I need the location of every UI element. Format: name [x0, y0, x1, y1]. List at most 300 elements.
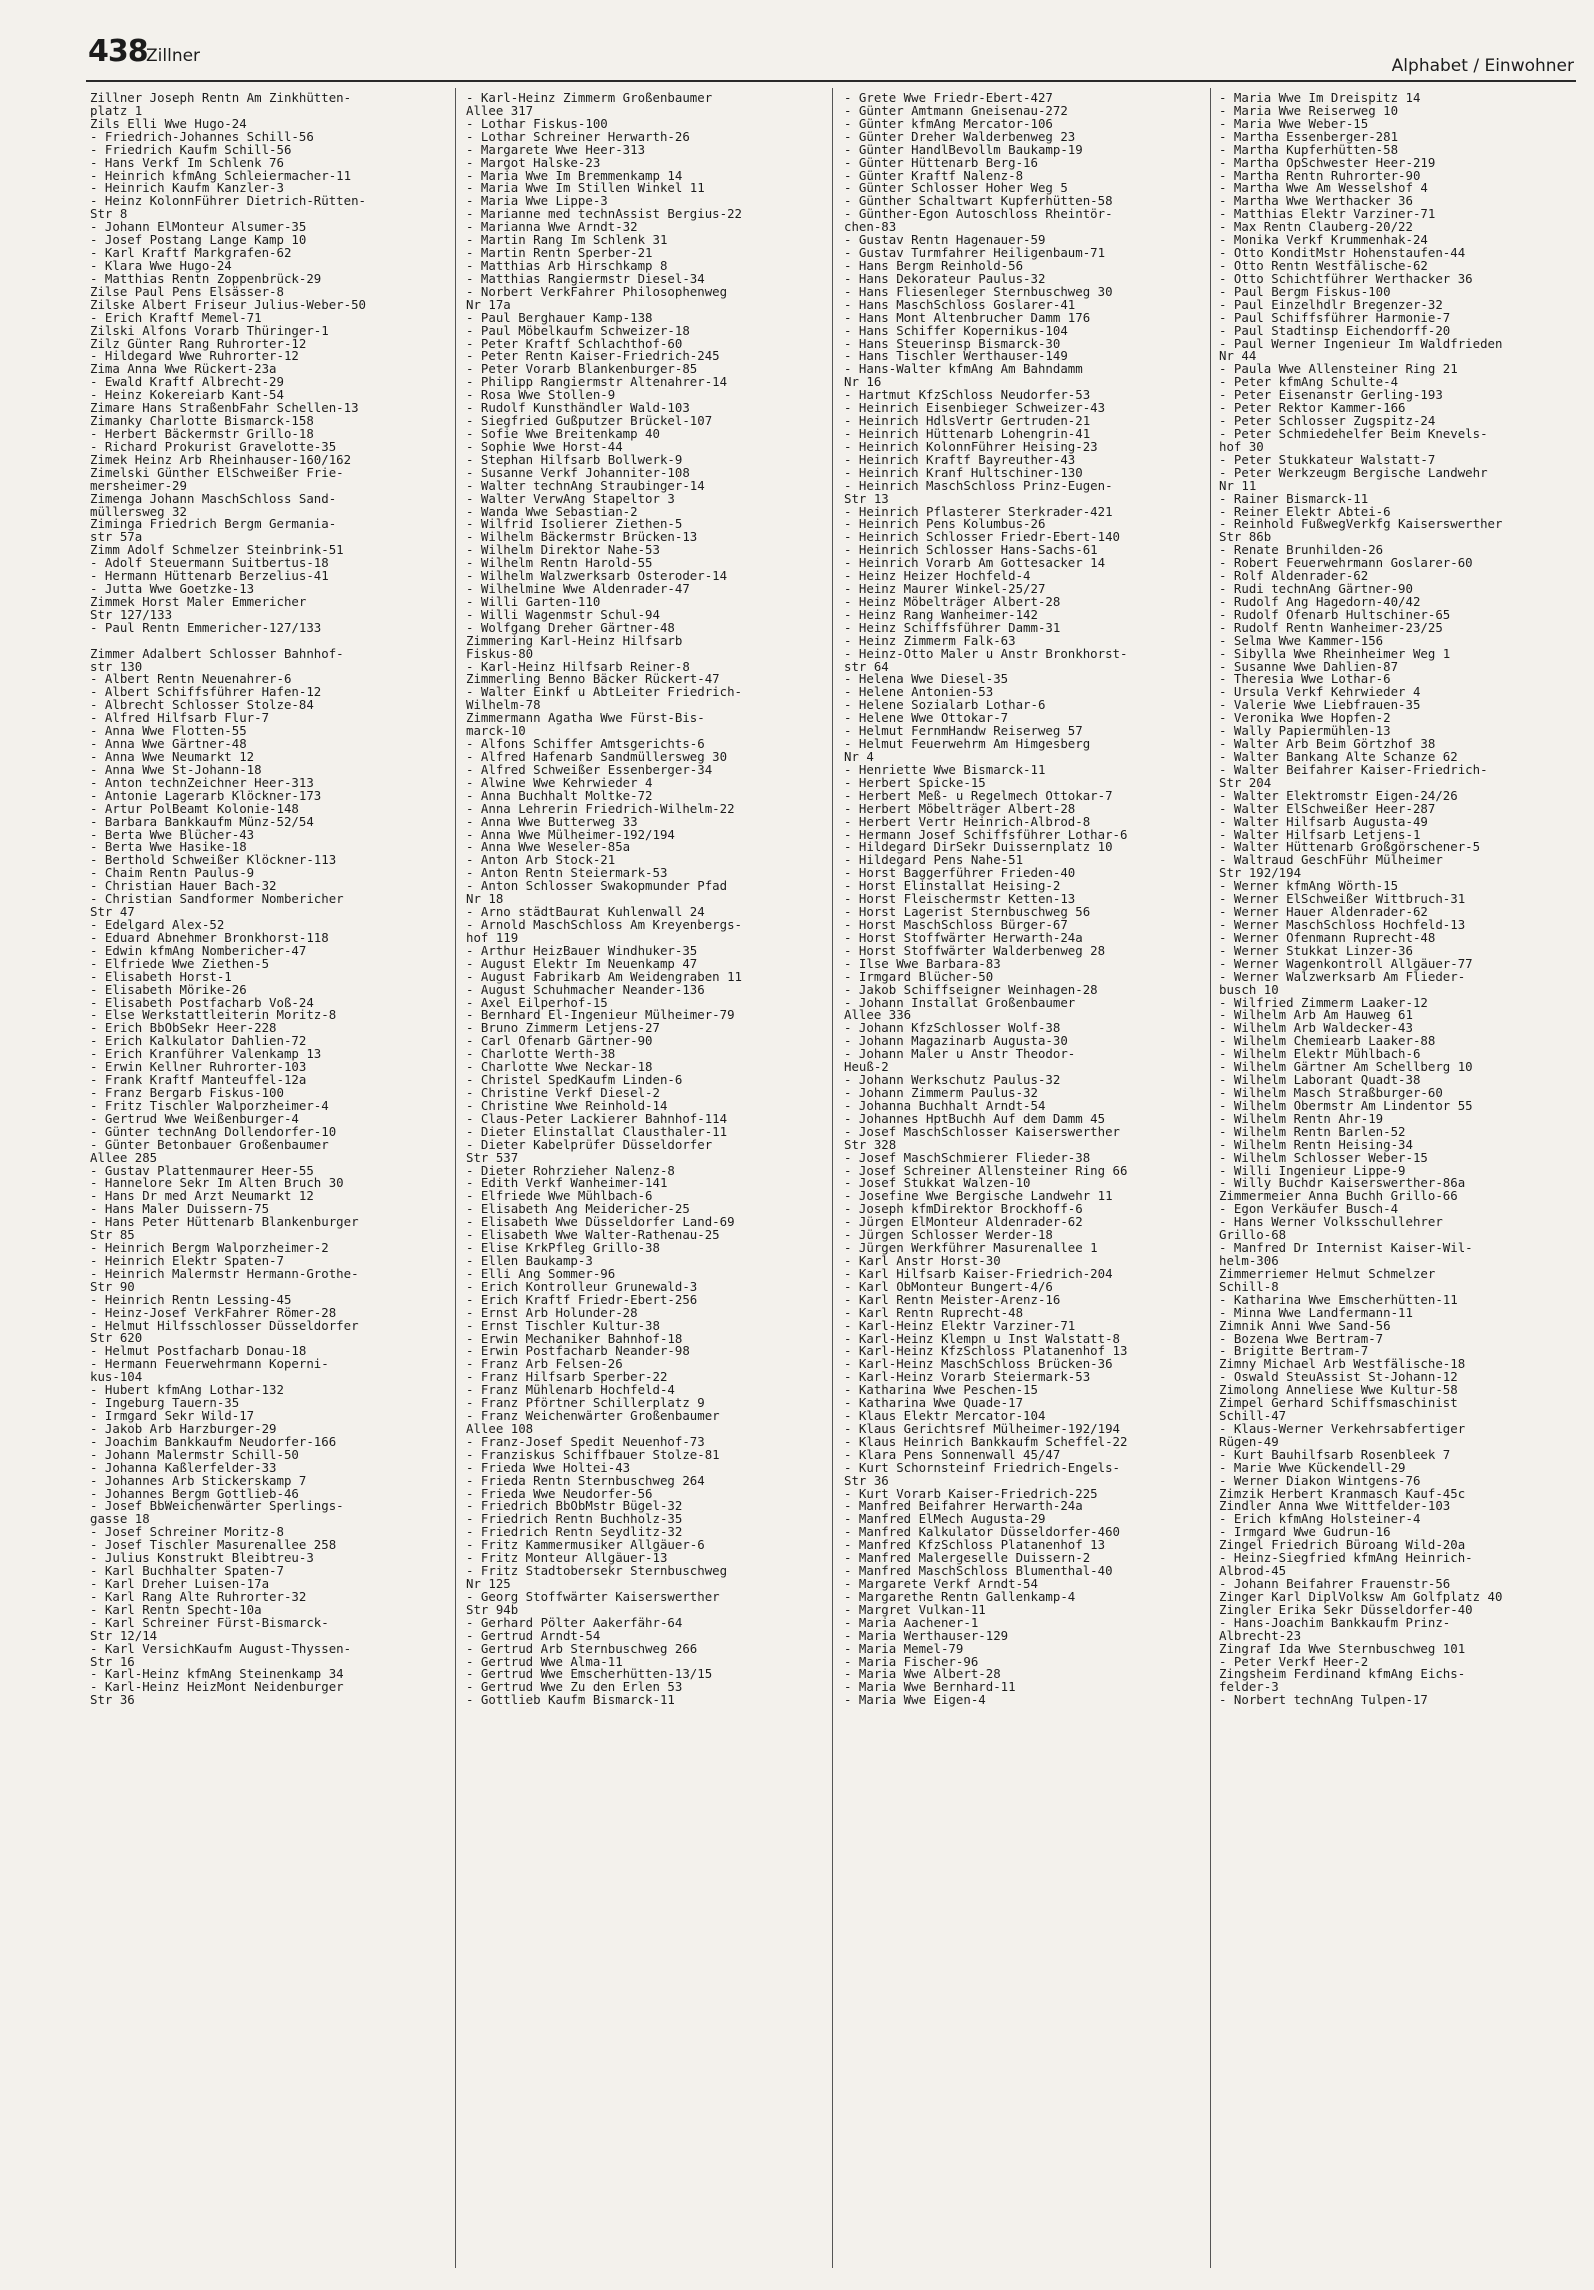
- directory-line: Str 127/133: [90, 606, 173, 622]
- directory-line: - Arnold MaschSchloss Am Kreyenbergs-: [466, 917, 743, 932]
- directory-line: Str 47: [90, 904, 135, 920]
- directory-line: - Gustav Plattenmaurer Heer-55: [90, 1162, 314, 1178]
- directory-line: - Elisabeth Mörike-26: [90, 981, 247, 997]
- directory-line: - Paul Rentn Emmericher-127/133: [90, 619, 322, 635]
- directory-line: - Helmut Feuerwehrm Am Himgesberg: [844, 736, 1091, 752]
- directory-line: - Gertrud Arb Sternbuschweg 266: [466, 1640, 698, 1656]
- directory-line: - Frieda Wwe Neudorfer-56: [466, 1485, 653, 1501]
- directory-line: - Heinrich Kaufm Kanzler-3: [90, 180, 284, 196]
- directory-line: - Else Werkstattleiterin Moritz-8: [90, 1007, 337, 1023]
- directory-line: - Josef BbWeichenwärter Sperlings-: [90, 1498, 344, 1514]
- directory-line: - Bruno Zimmerm Letjens-27: [466, 1020, 660, 1036]
- directory-line: Zilz Günter Rang Ruhrorter-12: [90, 335, 307, 351]
- directory-line: - Heinrich Bergm Walporzheimer-2: [90, 1240, 329, 1256]
- directory-line: - Paul Werner Ingenieur Im Waldfrieden: [1219, 335, 1503, 351]
- directory-line: Zimmermann Agatha Wwe Fürst-Bis-: [466, 710, 705, 726]
- directory-line: - Susanne Verkf Johanniter-108: [466, 464, 690, 480]
- directory-line: - Max Rentn Clauberg-20/22: [1219, 219, 1413, 235]
- directory-line: - Elli Ang Sommer-96: [466, 1265, 616, 1281]
- directory-line: - Jakob Schiffseigner Weinhagen-28: [844, 981, 1098, 997]
- directory-line: - Peter Schlosser Zugspitz-24: [1219, 413, 1436, 429]
- directory-line: - Anton Rentn Steiermark-53: [466, 865, 668, 881]
- directory-line: - Hans Steuerinsp Bismarck-30: [844, 335, 1061, 351]
- directory-line: kus-104: [90, 1369, 143, 1385]
- directory-line: - Fritz Monteur Allgäuer-13: [466, 1550, 668, 1566]
- directory-line: - Ernst Arb Holunder-28: [466, 1304, 638, 1320]
- directory-line: Allee 336: [844, 1007, 912, 1023]
- directory-line: - Berta Wwe Hasike-18: [90, 839, 247, 855]
- directory-line: - Eduard Abnehmer Bronkhorst-118: [90, 929, 329, 945]
- directory-line: - Artur PolBeamt Kolonie-148: [90, 800, 299, 816]
- directory-line: Zillner Joseph Rentn Am Zinkhütten-: [90, 92, 352, 105]
- directory-line: Zimelski Günther ElSchweißer Frie-: [90, 464, 344, 480]
- directory-line: - Wilhelm Arb Waldecker-43: [1219, 1020, 1413, 1036]
- directory-line: - Johann Maler u Anstr Theodor-: [844, 1046, 1076, 1062]
- directory-line: - Erich Kontrolleur Grunewald-3: [466, 1278, 698, 1294]
- directory-line: - Walter Beifahrer Kaiser-Friedrich-: [1219, 761, 1488, 777]
- directory-line: Zimare Hans StraßenbFahr Schellen-13: [90, 400, 359, 416]
- directory-line: - Heinrich Malermstr Hermann-Grothe-: [90, 1265, 359, 1281]
- directory-line: - Johannes HptBuchh Auf dem Damm 45: [844, 1110, 1106, 1126]
- directory-line: Str 8: [90, 206, 128, 222]
- column-divider-1: [455, 88, 456, 2268]
- directory-line: - Wilhelm Schlosser Weber-15: [1219, 1149, 1428, 1165]
- header-rule: [86, 80, 1576, 82]
- directory-line: - Elisabeth Horst-1: [90, 968, 232, 984]
- directory-line: - Peter kfmAng Schulte-4: [1219, 374, 1399, 390]
- directory-line: - Heinz Maurer Winkel-25/27: [844, 581, 1046, 597]
- directory-line: - Helmut FernmHandw Reiserweg 57: [844, 723, 1083, 739]
- directory-line: - Peter Schmiedehelfer Beim Knevels-: [1219, 425, 1488, 441]
- directory-line: - Elisabeth Ang Meidericher-25: [466, 1201, 690, 1217]
- directory-line: - Günter HandlBevollm Baukamp-19: [844, 141, 1083, 157]
- directory-line: - Bozena Wwe Bertram-7: [1219, 1330, 1384, 1346]
- directory-line: - Philipp Rangiermstr Altenahrer-14: [466, 374, 728, 390]
- directory-line: - Anna Wwe Flotten-55: [90, 723, 247, 739]
- directory-line: - Reiner Elektr Abtei-6: [1219, 503, 1391, 519]
- directory-line: - Heinrich Pflasterer Sterkrader-421: [844, 503, 1113, 519]
- directory-line: Grillo-68: [1219, 1227, 1287, 1243]
- directory-column-3: [844, 92, 1206, 2272]
- directory-line: - Willi Ingenieur Lippe-9: [1219, 1162, 1406, 1178]
- directory-line: - Horst Fleischermstr Ketten-13: [844, 891, 1076, 907]
- directory-column-1: [90, 92, 440, 2272]
- column-divider-2: [832, 88, 833, 2268]
- directory-line: - Hans Werner Volksschullehrer: [1219, 1214, 1443, 1230]
- directory-line: - Johannes Arb Stickerskamp 7: [90, 1472, 307, 1488]
- directory-line: - Alfred Schweißer Essenberger-34: [466, 761, 713, 777]
- directory-line: - Martin Rang Im Schlenk 31: [466, 232, 668, 248]
- directory-line: - Karl-Heinz Hilfsarb Reiner-8: [466, 658, 690, 674]
- directory-line: - Hannelore Sekr Im Alten Bruch 30: [90, 1175, 344, 1191]
- directory-line: - Werner Walzwerksarb Am Flieder-: [1219, 968, 1466, 984]
- directory-column-4: [1219, 92, 1584, 2272]
- directory-line: - Wilhelm Walzwerksarb Osteroder-14: [466, 568, 728, 584]
- directory-line: - Anna Wwe Weseler-85a: [466, 839, 631, 855]
- directory-line: - Theresia Wwe Lothar-6: [1219, 671, 1391, 687]
- directory-line: - Klaus Gerichtsref Mülheimer-192/194: [844, 1420, 1121, 1436]
- directory-line: - Siegfried Gußputzer Brückel-107: [466, 413, 713, 429]
- directory-line: Schill-47: [1219, 1408, 1287, 1424]
- directory-line: - Hans Peter Hüttenarb Blankenburger: [90, 1214, 359, 1230]
- directory-line: - Otto Schichtführer Werthacker 36: [1219, 270, 1473, 286]
- directory-line: - Ernst Tischler Kultur-38: [466, 1317, 660, 1333]
- directory-line: - Johanna Buchhalt Arndt-54: [844, 1097, 1046, 1113]
- directory-line: - Karl Dreher Luisen-17a: [90, 1576, 270, 1591]
- directory-line: - Fritz Kammermusiker Allgäuer-6: [466, 1537, 705, 1553]
- directory-line: Zimenga Johann MaschSchloss Sand-: [90, 490, 337, 506]
- directory-line: - Monika Verkf Krummenhak-24: [1219, 232, 1428, 248]
- directory-line: - Gertrud Wwe Weißenburger-4: [90, 1110, 299, 1126]
- directory-line: Zimny Michael Arb Westfälische-18: [1219, 1356, 1466, 1372]
- directory-line: - Paul Schiffsführer Harmonie-7: [1219, 309, 1451, 325]
- directory-line: - Kurt Schornsteinf Friedrich-Engels-: [844, 1459, 1121, 1475]
- directory-line: - Heinz Schiffsführer Damm-31: [844, 619, 1061, 635]
- directory-line: - Christel SpedKaufm Linden-6: [466, 1072, 683, 1088]
- directory-line: - Johann ElMonteur Alsumer-35: [90, 219, 307, 235]
- directory-line: - Oswald SteuAssist St-Johann-12: [1219, 1369, 1458, 1385]
- directory-line: - Anton technZeichner Heer-313: [90, 774, 314, 790]
- directory-line: - Frieda Rentn Sternbuschweg 264: [466, 1472, 705, 1488]
- directory-line: - Erich Kranführer Valenkamp 13: [90, 1046, 322, 1062]
- directory-line: - Margarete Verkf Arndt-54: [844, 1576, 1038, 1592]
- directory-line: - Heinrich HdlsVertr Gertruden-21: [844, 413, 1091, 429]
- directory-line: Nr 4: [844, 749, 874, 765]
- directory-line: str 64: [844, 658, 889, 674]
- directory-line: - Paul Stadtinsp Eichendorff-20: [1219, 322, 1451, 338]
- directory-line: - Willi Wagenmstr Schul-94: [466, 606, 660, 622]
- directory-line: - Dieter Kabelprüfer Düsseldorfer: [466, 1136, 713, 1152]
- directory-line: - Peter Werkzeugm Bergische Landwehr: [1219, 464, 1488, 480]
- directory-line: - Rudolf Kunsthändler Wald-103: [466, 400, 690, 416]
- directory-line: - Peter Kraftf Schlachthof-60: [466, 335, 683, 351]
- directory-line: - Helmut Hilfsschlosser Düsseldorfer: [90, 1317, 359, 1333]
- directory-line: - Elfriede Wwe Mühlbach-6: [466, 1188, 653, 1204]
- directory-line: - Katharina Wwe Emscherhütten-11: [1219, 1291, 1458, 1307]
- directory-line: - Johannes Bergm Gottlieb-46: [90, 1485, 299, 1501]
- directory-line: - Erich Kalkulator Dahlien-72: [90, 1033, 307, 1049]
- directory-line: - Hildegard DirSekr Duissernplatz 10: [844, 839, 1113, 855]
- directory-line: - Edwin kfmAng Nombericher-47: [90, 942, 307, 958]
- directory-line: - Manfred ElMech Augusta-29: [844, 1511, 1046, 1527]
- directory-line: - Hans Dekorateur Paulus-32: [844, 270, 1046, 286]
- directory-line: - Günther Schaltwart Kupferhütten-58: [844, 193, 1113, 209]
- directory-line: felder-3: [1219, 1679, 1279, 1695]
- directory-line: - Wolfgang Dreher Gärtner-48: [466, 619, 675, 635]
- directory-line: Nr 11: [1219, 477, 1257, 493]
- directory-line: - Erwin Mechaniker Bahnhof-18: [466, 1330, 683, 1346]
- directory-line: - Dieter Elinstallat Clausthaler-11: [466, 1123, 728, 1139]
- directory-line: - Günter Hüttenarb Berg-16: [844, 154, 1038, 170]
- directory-line: - Jakob Arb Harzburger-29: [90, 1420, 277, 1436]
- directory-line: - Wilhelm Chemiearb Laaker-88: [1219, 1033, 1436, 1049]
- directory-line: - Richard Prokurist Gravelotte-35: [90, 438, 337, 454]
- directory-line: - Günter kfmAng Mercator-106: [844, 115, 1053, 131]
- directory-line: - Arthur HeizBauer Windhuker-35: [466, 942, 698, 958]
- directory-line: - Wilhelm Rentn Heising-34: [1219, 1136, 1413, 1152]
- directory-line: hof 30: [1219, 438, 1264, 454]
- directory-line: - Franz Mühlenarb Hochfeld-4: [466, 1382, 675, 1398]
- directory-line: - Walter VerwAng Stapeltor 3: [466, 490, 675, 506]
- directory-line: - Erwin Kellner Ruhrorter-103: [90, 1059, 307, 1075]
- directory-line: - Johann Installat Großenbaumer: [844, 994, 1076, 1010]
- directory-line: - Willi Garten-110: [466, 593, 601, 609]
- directory-line: Schill-8: [1219, 1278, 1279, 1294]
- directory-line: - Heinrich Kranf Hultschiner-130: [844, 464, 1083, 480]
- directory-line: - Berthold Schweißer Klöckner-113: [90, 852, 337, 868]
- directory-line: - Helmut Postfacharb Donau-18: [90, 1343, 307, 1359]
- directory-line: - Albrecht Schlosser Stolze-84: [90, 697, 314, 713]
- directory-line: - Wilhelm Arb Am Hauweg 61: [1219, 1007, 1413, 1023]
- directory-line: - Johann Malermstr Schill-50: [90, 1446, 299, 1462]
- directory-line: - Edith Verkf Wanheimer-141: [466, 1175, 668, 1191]
- directory-line: - Peter Rektor Kammer-166: [1219, 400, 1406, 416]
- directory-line: - Heinz Kokereiarb Kant-54: [90, 387, 284, 403]
- directory-line: - Maria Wwe Bernhard-11: [844, 1679, 1016, 1695]
- directory-line: - Ursula Verkf Kehrwieder 4: [1219, 684, 1421, 700]
- directory-line: - Walter ElSchweißer Heer-287: [1219, 800, 1436, 816]
- directory-line: - Joseph kfmDirektor Brockhoff-6: [844, 1201, 1083, 1217]
- running-head-surname: Zillner: [146, 46, 201, 66]
- directory-line: gasse 18: [90, 1511, 150, 1527]
- directory-line: - Hans-Walter kfmAng Am Bahndamm: [844, 361, 1083, 377]
- directory-line: mersheimer-29: [90, 477, 187, 493]
- directory-line: - Lothar Schreiner Herwarth-26: [466, 128, 690, 144]
- directory-line: - Rudolf Ang Hagedorn-40/42: [1219, 593, 1421, 609]
- directory-line: - Sibylla Wwe Rheinheimer Weg 1: [1219, 645, 1451, 661]
- directory-line: - Ingeburg Tauern-35: [90, 1395, 240, 1411]
- directory-line: - Klara Pens Sonnenwall 45/47: [844, 1446, 1061, 1462]
- directory-line: - Karl ObMonteur Bungert-4/6: [844, 1278, 1053, 1294]
- directory-line: - Paula Wwe Allensteiner Ring 21: [1219, 361, 1458, 377]
- directory-line: - Katharina Wwe Peschen-15: [844, 1382, 1038, 1398]
- directory-line: - Wilhelm Bäckermstr Brücken-13: [466, 529, 698, 545]
- directory-line: - Karl-Heinz Zimmerm Großenbaumer: [466, 92, 713, 105]
- directory-line: - Claus-Peter Lackierer Bahnhof-114: [466, 1110, 728, 1126]
- directory-line: - Erich kfmAng Holsteiner-4: [1219, 1511, 1421, 1527]
- directory-line: - Maria Werthauser-129: [844, 1627, 1009, 1643]
- directory-line: Nr 44: [1219, 348, 1257, 364]
- directory-line: - Franz Hilfsarb Sperber-22: [466, 1369, 668, 1385]
- directory-line: - Sofie Wwe Breitenkamp 40: [466, 425, 660, 441]
- directory-line: - Werner Hauer Aldenrader-62: [1219, 904, 1428, 920]
- directory-line: - Martha Essenberger-281: [1219, 128, 1399, 144]
- directory-line: - Herbert Möbelträger Albert-28: [844, 800, 1076, 816]
- directory-line: - Walter Bankang Alte Schanze 62: [1219, 749, 1458, 765]
- directory-line: - Otto Rentn Westfälische-62: [1219, 257, 1428, 273]
- directory-line: - Elise KrkPfleg Grillo-38: [466, 1240, 660, 1256]
- directory-line: Albrod-45: [1219, 1563, 1287, 1579]
- directory-line: - Gerhard Pölter Aakerfähr-64: [466, 1614, 683, 1630]
- directory-line: - Rudi technAng Gärtner-90: [1219, 581, 1413, 597]
- directory-line: - Heinrich Kraftf Bayreuther-43: [844, 451, 1076, 467]
- directory-line: - Katharina Wwe Quade-17: [844, 1395, 1024, 1411]
- directory-line: - Gertrud Arndt-54: [466, 1627, 601, 1643]
- directory-line: - Joachim Bankkaufm Neudorfer-166: [90, 1433, 337, 1449]
- directory-line: - Manfred Kalkulator Düsseldorfer-460: [844, 1524, 1121, 1540]
- directory-line: - Johann Werkschutz Paulus-32: [844, 1072, 1061, 1088]
- directory-line: - Edelgard Alex-52: [90, 916, 225, 932]
- directory-line: - Irmgard Wwe Gudrun-16: [1219, 1524, 1391, 1540]
- directory-line: - Peter Eisenanstr Gerling-193: [1219, 387, 1443, 403]
- directory-line: Zimnik Anni Wwe Sand-56: [1219, 1317, 1391, 1333]
- directory-line: - Friedrich Rentn Buchholz-35: [466, 1511, 683, 1527]
- directory-line: - Wilhelm Rentn Barlen-52: [1219, 1123, 1406, 1139]
- directory-line: - Albert Rentn Neuenahrer-6: [90, 671, 292, 687]
- directory-line: - Margarethe Rentn Gallenkamp-4: [844, 1588, 1076, 1604]
- directory-line: Heuß-2: [844, 1059, 889, 1075]
- directory-line: platz 1: [90, 102, 143, 118]
- directory-line: - Margarete Wwe Heer-313: [466, 141, 646, 157]
- directory-line: - Anna Lehrerin Friedrich-Wilhelm-22: [466, 800, 735, 816]
- directory-line: - Wilhelmine Wwe Aldenrader-47: [466, 581, 690, 597]
- directory-line: - Rudolf Rentn Wanheimer-23/25: [1219, 619, 1443, 635]
- directory-line: - Hartmut KfzSchloss Neudorfer-53: [844, 387, 1091, 403]
- directory-line: - Heinrich Schlosser Friedr-Ebert-140: [844, 529, 1121, 545]
- directory-column-2: [466, 92, 821, 2272]
- directory-line: - Valerie Wwe Liebfrauen-35: [1219, 697, 1421, 713]
- directory-line: - Susanne Wwe Dahlien-87: [1219, 658, 1399, 674]
- directory-line: - Elisabeth Wwe Walter-Rathenau-25: [466, 1227, 720, 1243]
- directory-line: Albrecht-23: [1219, 1627, 1302, 1643]
- directory-line: - Herbert Vertr Heinrich-Albrod-8: [844, 813, 1091, 829]
- directory-line: - Karl Buchhalter Spaten-7: [90, 1563, 284, 1579]
- directory-line: - Martha OpSchwester Heer-219: [1219, 154, 1436, 170]
- directory-line: - Heinrich Eisenbieger Schweizer-43: [844, 400, 1106, 416]
- directory-line: - Werner Wagenkontroll Allgäuer-77: [1219, 955, 1473, 971]
- directory-line: - Berta Wwe Blücher-43: [90, 826, 255, 842]
- directory-line: - Veronika Wwe Hopfen-2: [1219, 710, 1391, 726]
- directory-line: - Walter Elektromstr Eigen-24/26: [1219, 787, 1458, 803]
- directory-line: - Heinz KolonnFührer Dietrich-Rütten-: [90, 193, 367, 209]
- directory-line: - Georg Stoffwärter Kaiserswerther: [466, 1588, 720, 1604]
- directory-line: - Heinz-Siegfried kfmAng Heinrich-: [1219, 1550, 1473, 1566]
- directory-line: Zingel Friedrich Büroang Wild-20a: [1219, 1537, 1466, 1553]
- directory-line: - Elisabeth Wwe Düsseldorfer Land-69: [466, 1214, 735, 1230]
- directory-line: - Helene Sozialarb Lothar-6: [844, 697, 1046, 713]
- directory-line: - Klaus Elektr Mercator-104: [844, 1408, 1046, 1424]
- directory-line: - Heinz-Josef VerkFahrer Römer-28: [90, 1304, 337, 1320]
- directory-line: marck-10: [466, 723, 526, 739]
- directory-line: - Maria Memel-79: [844, 1640, 964, 1656]
- directory-line: - Wilhelm Laborant Quadt-38: [1219, 1072, 1421, 1088]
- directory-line: - Wilhelm Rentn Ahr-19: [1219, 1110, 1384, 1126]
- directory-line: - Maria Wwe Reiserweg 10: [1219, 102, 1399, 118]
- directory-line: - Alfred Hafenarb Sandmüllersweg 30: [466, 749, 728, 765]
- directory-line: - Rosa Wwe Stollen-9: [466, 387, 616, 403]
- directory-line: - Elfriede Wwe Ziethen-5: [90, 955, 270, 971]
- directory-line: - Peter Rentn Kaiser-Friedrich-245: [466, 348, 720, 364]
- directory-line: - Waltraud GeschFühr Mülheimer: [1219, 852, 1443, 868]
- directory-line: - Josefine Wwe Bergische Landwehr 11: [844, 1188, 1113, 1204]
- directory-line: - Rolf Aldenrader-62: [1219, 568, 1369, 584]
- directory-line: - Gustav Turmfahrer Heiligenbaum-71: [844, 245, 1106, 261]
- directory-line: - Karl-Heinz Klempn u Inst Walstatt-8: [844, 1330, 1121, 1346]
- directory-line: Str 36: [90, 1692, 135, 1708]
- directory-line: - Heinrich MaschSchloss Prinz-Eugen-: [844, 477, 1113, 493]
- directory-line: - Karl Rang Alte Ruhrorter-32: [90, 1588, 307, 1604]
- directory-line: Zingsheim Ferdinand kfmAng Eichs-: [1219, 1666, 1466, 1682]
- directory-line: - Erich Kraftf Friedr-Ebert-256: [466, 1291, 698, 1307]
- directory-line: - Werner Diakon Wintgens-76: [1219, 1472, 1421, 1488]
- directory-line: - Paul Möbelkaufm Schweizer-18: [466, 322, 690, 338]
- directory-line: - Franz-Josef Spedit Neuenhof-73: [466, 1433, 705, 1449]
- directory-line: - Klaus-Werner Verkehrsabfertiger: [1219, 1420, 1466, 1436]
- directory-line: Fiskus-80: [466, 645, 534, 661]
- directory-line: - Marianne med technAssist Bergius-22: [466, 206, 743, 222]
- directory-line: - Grete Wwe Friedr-Ebert-427: [844, 92, 1053, 105]
- directory-line: - Carl Ofenarb Gärtner-90: [466, 1033, 653, 1049]
- directory-line: - Heinz Heizer Hochfeld-4: [844, 568, 1031, 584]
- directory-line: - Heinrich Vorarb Am Gottesacker 14: [844, 555, 1106, 571]
- directory-line: - Matthias Arb Hirschkamp 8: [466, 257, 668, 273]
- directory-line: - Helene Antonien-53: [844, 684, 994, 700]
- directory-line: - Johanna Kaßlerfelder-33: [90, 1459, 277, 1475]
- directory-line: Zils Elli Wwe Hugo-24: [90, 115, 247, 131]
- directory-line: - Hans MaschSchloss Goslarer-41: [844, 296, 1076, 312]
- directory-line: - Frieda Wwe Holtei-43: [466, 1459, 631, 1475]
- column-divider-3: [1210, 88, 1211, 2268]
- directory-line: Str 94b: [466, 1601, 519, 1617]
- directory-line: - Karl-Heinz HeizMont Neidenburger: [90, 1679, 344, 1695]
- directory-line: Str 85: [90, 1227, 135, 1243]
- directory-line: - Heinz Rang Wanheimer-142: [844, 606, 1038, 622]
- directory-line: - Hans Dr med Arzt Neumarkt 12: [90, 1188, 314, 1204]
- directory-line: - Anna Buchhalt Moltke-72: [466, 787, 653, 803]
- directory-line: - Walter Einkf u AbtLeiter Friedrich-: [466, 684, 743, 700]
- page-number: 438: [88, 34, 148, 69]
- directory-line: - Herbert Meß- u Regelmech Ottokar-7: [844, 787, 1113, 803]
- directory-line: - Horst MaschSchloss Bürger-67: [844, 917, 1068, 932]
- directory-line: - Peter Vorarb Blankenburger-85: [466, 361, 698, 377]
- directory-line: Str 328: [844, 1136, 897, 1152]
- directory-line: - Ilse Wwe Barbara-83: [844, 955, 1001, 971]
- directory-line: - Hermann Feuerwehrmann Koperni-: [90, 1356, 329, 1372]
- directory-line: - Wilhelm Gärtner Am Schellberg 10: [1219, 1059, 1473, 1075]
- directory-line: - Franz Pförtner Schillerplatz 9: [466, 1395, 705, 1411]
- directory-line: - Josef Tischler Masurenallee 258: [90, 1537, 337, 1553]
- directory-line: - Fritz Stadtobersekr Sternbuschweg: [466, 1563, 728, 1579]
- directory-line: - Selma Wwe Kammer-156: [1219, 632, 1384, 648]
- directory-line: müllersweg 32: [90, 503, 187, 519]
- directory-line: - Lothar Fiskus-100: [466, 115, 608, 131]
- directory-line: - Martha Wwe Am Wesselshof 4: [1219, 180, 1428, 196]
- directory-line: - Franz Weichenwärter Großenbaumer: [466, 1408, 720, 1424]
- directory-line: - Hans Maler Duissern-75: [90, 1201, 270, 1217]
- directory-line: - Walter Hilfsarb Letjens-1: [1219, 826, 1421, 842]
- directory-line: - Gertrud Wwe Zu den Erlen 53: [466, 1679, 683, 1695]
- directory-line: - Christine Wwe Reinhold-14: [466, 1097, 668, 1113]
- directory-line: - Anton Arb Stock-21: [466, 852, 616, 868]
- directory-line: - Alwine Wwe Kehrwieder 4: [466, 774, 653, 790]
- directory-line: chen-83: [844, 219, 897, 235]
- directory-line: Str 12/14: [90, 1627, 158, 1643]
- directory-line: Zilse Paul Pens Elsässer-8: [90, 283, 284, 299]
- directory-line: Str 204: [1219, 774, 1272, 790]
- directory-line: - Maria Wwe Eigen-4: [844, 1692, 986, 1708]
- directory-line: - Wilhelm Elektr Mühlbach-6: [1219, 1046, 1421, 1062]
- directory-line: Zimpel Gerhard Schiffsmaschinist: [1219, 1395, 1458, 1411]
- directory-line: - Wilfrid Isolierer Ziethen-5: [466, 516, 683, 532]
- directory-line: - Horst Stoffwärter Walderbenweg 28: [844, 942, 1106, 958]
- directory-line: Str 13: [844, 490, 889, 506]
- directory-line: Zimmerriemer Helmut Schmelzer: [1219, 1265, 1436, 1281]
- directory-line: - Minna Wwe Landfermann-11: [1219, 1304, 1413, 1320]
- directory-line: - Klaus Heinrich Bankkaufm Scheffel-22: [844, 1433, 1128, 1449]
- directory-line: - Klara Wwe Hugo-24: [90, 257, 232, 273]
- directory-line: Nr 17a: [466, 296, 511, 312]
- directory-line: - Reinhold FußwegVerkfg Kaiserswerther: [1219, 516, 1503, 532]
